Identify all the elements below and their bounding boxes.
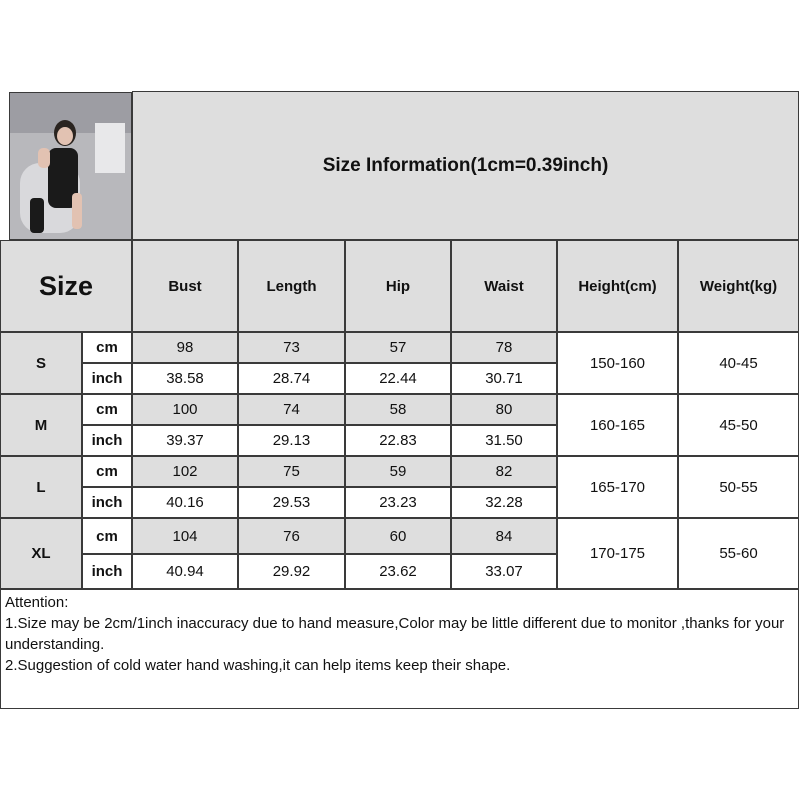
header-length: Length (238, 240, 345, 332)
unit-inch: inch (82, 487, 132, 518)
table-cell: 84 (451, 518, 557, 554)
unit-cm: cm (82, 332, 132, 363)
product-photo (9, 92, 132, 240)
table-cell: 29.13 (238, 425, 345, 456)
unit-cm: cm (82, 518, 132, 554)
table-cell: 40.94 (132, 554, 238, 589)
table-cell: 28.74 (238, 363, 345, 394)
table-cell: 100 (132, 394, 238, 425)
table-cell: 40.16 (132, 487, 238, 518)
attention-notes (0, 589, 799, 709)
table-cell: 80 (451, 394, 557, 425)
weight-cell: 45-50 (678, 394, 799, 456)
size-label-m: M (0, 394, 82, 456)
table-title-text: Size Information(1cm=0.39inch) (322, 154, 609, 176)
header-bust: Bust (132, 240, 238, 332)
table-cell: 78 (451, 332, 557, 363)
size-label-l: L (0, 456, 82, 518)
table-cell: 33.07 (451, 554, 557, 589)
table-cell: 23.23 (345, 487, 451, 518)
table-cell: 31.50 (451, 425, 557, 456)
table-cell: 74 (238, 394, 345, 425)
height-cell: 165-170 (557, 456, 678, 518)
height-cell: 170-175 (557, 518, 678, 589)
header-weight: Weight(kg) (678, 240, 799, 332)
table-cell: 22.44 (345, 363, 451, 394)
table-cell: 29.92 (238, 554, 345, 589)
table-cell: 102 (132, 456, 238, 487)
weight-cell: 50-55 (678, 456, 799, 518)
table-cell: 75 (238, 456, 345, 487)
model-image (10, 93, 131, 239)
table-cell: 30.71 (451, 363, 557, 394)
unit-inch: inch (82, 363, 132, 394)
table-cell: 59 (345, 456, 451, 487)
height-cell: 160-165 (557, 394, 678, 456)
table-cell: 76 (238, 518, 345, 554)
height-cell: 150-160 (557, 332, 678, 394)
table-cell: 23.62 (345, 554, 451, 589)
header-waist: Waist (451, 240, 557, 332)
table-cell: 104 (132, 518, 238, 554)
table-cell: 38.58 (132, 363, 238, 394)
unit-cm: cm (82, 456, 132, 487)
table-cell: 58 (345, 394, 451, 425)
attention-line-2: 2.Suggestion of cold water hand washing,it can help items keep their shape. (5, 657, 511, 674)
unit-inch: inch (82, 425, 132, 456)
size-header: Size (0, 240, 132, 332)
size-label-xl: XL (0, 518, 82, 589)
unit-cm: cm (82, 394, 132, 425)
header-height: Height(cm) (557, 240, 678, 332)
table-cell: 60 (345, 518, 451, 554)
attention-line-1: 1.Size may be 2cm/1inch inaccuracy due to hand measure,Color may be little different due to monitor ,thanks for your understanding. (5, 615, 785, 653)
table-cell: 82 (451, 456, 557, 487)
table-cell: 39.37 (132, 425, 238, 456)
size-label-s: S (0, 332, 82, 394)
header-hip: Hip (345, 240, 451, 332)
table-cell: 32.28 (451, 487, 557, 518)
table-cell: 73 (238, 332, 345, 363)
weight-cell: 55-60 (678, 518, 799, 589)
table-cell: 57 (345, 332, 451, 363)
table-cell: 22.83 (345, 425, 451, 456)
attention-heading: Attention: (5, 594, 69, 611)
weight-cell: 40-45 (678, 332, 799, 394)
table-title (132, 91, 799, 240)
unit-inch: inch (82, 554, 132, 589)
table-cell: 98 (132, 332, 238, 363)
table-cell: 29.53 (238, 487, 345, 518)
